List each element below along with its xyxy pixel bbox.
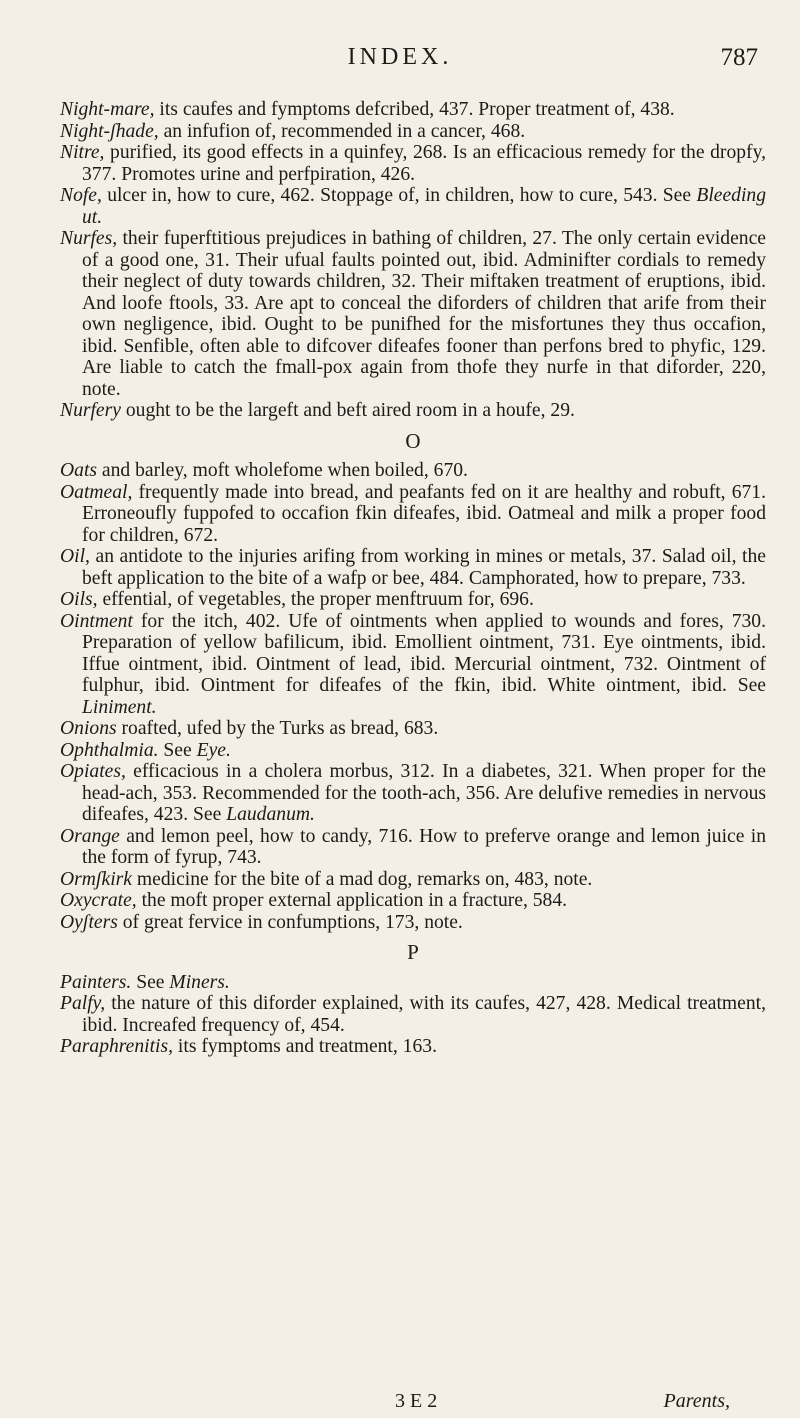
entry-text: purified, its good effects in a quinfey, 268. Is an efficacious remedy for the dropfy, 377. Promotes urine and perfpiration, 426. — [82, 142, 766, 185]
entry-headword: Night-ʃhade, — [60, 120, 159, 142]
cross-reference: Miners. — [169, 971, 230, 993]
entry-headword: Oil, — [60, 546, 90, 567]
entry-text: an infufion of, recommended in a cancer, 468. — [158, 120, 526, 142]
entry-text: frequently made into bread, and peafants fed on it are healthy and robuft, 671. Erroneoufly fuppofed to occafion fkin difeafes, ibid. Oatmeal and milk a proper food for children, 672. — [82, 481, 766, 546]
entry-headword: Palfy, — [60, 993, 106, 1014]
section-letter: P — [407, 940, 419, 964]
entry-text: and barley, moft wholefome when boiled, 670. — [97, 460, 468, 481]
index-entry — [60, 460, 766, 482]
index-entry — [60, 1036, 766, 1058]
cross-reference: Laudanum. — [226, 804, 315, 825]
entry-headword: Oyʃters — [60, 911, 118, 933]
index-entry — [60, 718, 766, 740]
entry-headword: Ormʃkirk — [60, 868, 133, 890]
cross-reference: Liniment. — [82, 696, 157, 718]
entry-headword: Paraphrenitis, — [60, 1036, 174, 1057]
entry-text: ought to be the largeft and beft aired room in a houfe, 29. — [120, 400, 575, 421]
index-entry — [60, 185, 766, 228]
entry-text: medicine for the bite of a mad dog, remarks on, 483, note. — [132, 868, 593, 890]
entry-text: the moft proper external application in a fracture, 584. — [136, 890, 568, 911]
entry-headword: Oats — [60, 460, 98, 481]
cross-reference: Eye. — [196, 739, 231, 761]
entry-text: and lemon peel, how to candy, 716. How to preferve orange and lemon juice in the form of fyrup, 743. — [82, 825, 766, 868]
index-entry — [60, 972, 766, 994]
entry-headword: Opiates, — [60, 761, 126, 782]
page-number: 787 — [720, 44, 758, 71]
index-entry — [60, 740, 766, 762]
index-entry — [60, 228, 766, 400]
entry-text: See — [131, 971, 170, 993]
cross-reference: Bleeding ut. — [82, 185, 766, 228]
entry-text: its caufes and fymptoms defcribed, 437. Proper treatment of, 438. — [154, 99, 675, 120]
entry-text: its fymptoms and treatment, 163. — [173, 1036, 437, 1057]
entry-headword: Oils, — [60, 589, 98, 610]
entry-text: effential, of vegetables, the proper menftruum for, 696. — [97, 589, 534, 610]
index-entry — [60, 890, 766, 912]
entry-headword: Night-mare, — [60, 99, 155, 120]
entry-headword: Ophthalmia. — [60, 739, 159, 761]
index-entry — [60, 761, 766, 826]
entry-headword: Nitre, — [60, 142, 105, 163]
page-title: INDEX. — [347, 44, 453, 70]
index-entry — [60, 826, 766, 869]
catchword: Parents, — [663, 1390, 730, 1412]
index-entry — [60, 993, 766, 1036]
index-entry — [60, 400, 766, 422]
index-entry — [60, 869, 766, 891]
index-entry — [60, 589, 766, 611]
index-body — [60, 99, 766, 1058]
signature-mark: 3 E 2 — [395, 1390, 438, 1412]
entry-text: an antidote to the injuries arifing from working in mines or metals, 37. Salad oil, the beft application to the bite of a wafp or bee, 484. Camphorated, how to prepare, 733. — [82, 546, 766, 589]
entry-text: ulcer in, how to cure, 462. Stoppage of, in children, how to cure, 543. See — [101, 185, 697, 206]
index-entry — [60, 611, 766, 719]
entry-text: efficacious in a cholera morbus, 312. In a diabetes, 321. When proper for the head-ach, 353. Recommended for the tooth-ach, 356. Are delufive remedies in nervous difeafes, 423. See — [82, 761, 766, 825]
entry-headword: Nurfery — [60, 400, 121, 421]
entry-headword: Oxycrate, — [60, 890, 137, 911]
entry-headword: Painters. — [60, 971, 132, 993]
index-entry — [60, 121, 766, 143]
entry-headword: Oatmeal, — [60, 481, 133, 503]
index-entry — [60, 546, 766, 589]
entry-text: their fuperftitious prejudices in bathing of children, 27. The only certain evidence of a good one, 31. Their ufual faults pointed out, ibid. Adminifter cordials to remedy their neglect of duty towards children, 32. Their miftaken treatment of eruptions, ibid. And loofe ftools, 33. Are apt to conceal the diforders of children that arife from their own negligence, ibid. Ought to be punifhed for the misfortunes they thus occafion, ibid. Senfible, often able to difcover difeafes fooner than perfons bred to phyfic, 129. Are liable to catch the fmall-pox again from thofe they nurfe in that diforder, 220, note. — [82, 228, 766, 400]
running-header — [0, 44, 800, 84]
entry-headword: Ointment — [60, 610, 133, 632]
index-entry — [60, 99, 766, 121]
entry-text: See — [158, 739, 197, 761]
entry-text: for the itch, 402. Ufe of ointments when applied to wounds and fores, 730. Preparation of yellow bafilicum, ibid. Emollient ointment, 731. Eye ointments, ibid. Iffue ointment, ibid. Ointment of lead, ibid. Mercurial ointment, 732. Ointment of fulphur, ibid. Ointment for difeafes of the fkin, ibid. White ointment, ibid. See — [82, 610, 766, 696]
index-entry — [60, 482, 766, 547]
entry-headword: Orange — [60, 825, 120, 847]
index-entry — [60, 142, 766, 185]
entry-text: of great fervice in confumptions, 173, note. — [117, 911, 463, 933]
entry-text: roafted, ufed by the Turks as bread, 683. — [116, 718, 439, 739]
entry-headword: Nofe, — [60, 185, 102, 206]
entry-text: the nature of this diforder explained, with its caufes, 427, 428. Medical treatment, ibid. Increafed frequency of, 454. — [82, 993, 766, 1036]
index-entry — [60, 912, 766, 934]
entry-headword: Onions — [60, 718, 117, 739]
section-letter: O — [405, 428, 421, 453]
entry-headword: Nurfes, — [60, 228, 118, 249]
